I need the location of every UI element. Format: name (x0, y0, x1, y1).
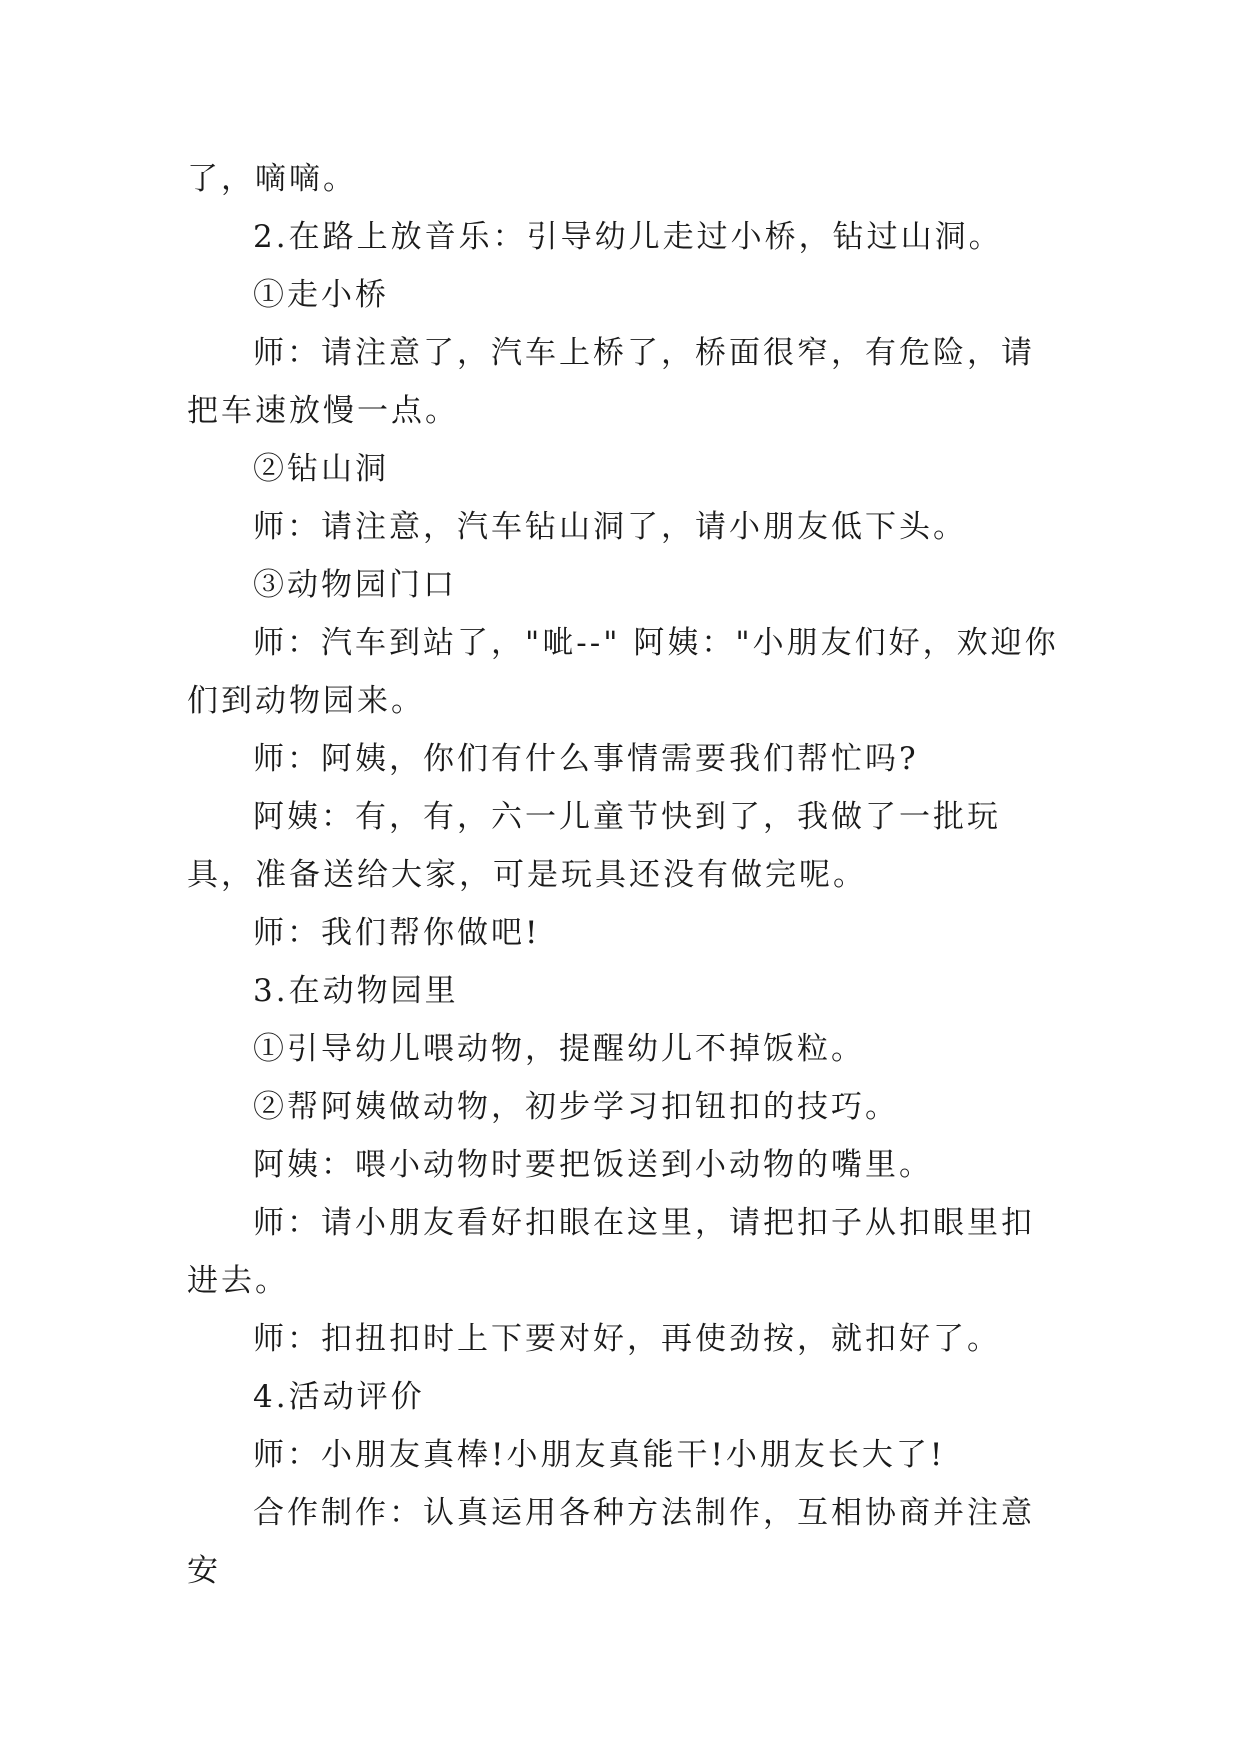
paragraph-cooperation: 合作制作：认真运用各种方法制作，互相协商并注意安 (187, 1495, 1035, 1589)
paragraph-substep-tunnel: ②钻山洞 (253, 451, 389, 487)
document-body (187, 150, 1067, 1600)
paragraph-teacher-ask: 师：阿姨，你们有什么事情需要我们帮忙吗? (253, 741, 919, 777)
paragraph-aunt-feed: 阿姨：喂小动物时要把饭送到小动物的嘴里。 (253, 1147, 933, 1183)
paragraph-step-2-heading: 2.在路上放音乐：引导幼儿走过小桥，钻过山洞。 (253, 219, 1003, 255)
paragraph-teacher-praise: 师：小朋友真棒!小朋友真能干!小朋友长大了! (253, 1437, 946, 1473)
paragraph-aunt-reply: 阿姨：有，有，六一儿童节快到了，我做了一批玩具，准备送给大家，可是玩具还没有做完呢。 (187, 799, 1001, 893)
paragraph-substep-feed: ①引导幼儿喂动物，提醒幼儿不掉饭粒。 (253, 1031, 865, 1067)
paragraph-teacher-buttonhole: 师：请小朋友看好扣眼在这里，请把扣子从扣眼里扣进去。 (187, 1205, 1035, 1299)
paragraph-substep-zoo-gate: ③动物园门口 (253, 567, 457, 603)
paragraph-step-3-heading: 3.在动物园里 (253, 973, 459, 1009)
paragraph-teacher-tunnel: 师：请注意，汽车钻山洞了，请小朋友低下头。 (253, 509, 967, 545)
paragraph-teacher-press: 师：扣扭扣时上下要对好，再使劲按，就扣好了。 (253, 1321, 1001, 1357)
paragraph-teacher-bridge: 师：请注意了，汽车上桥了，桥面很窄，有危险，请把车速放慢一点。 (187, 335, 1035, 429)
paragraph-step-4-heading: 4.活动评价 (253, 1379, 425, 1415)
paragraph-substep-buttons: ②帮阿姨做动物，初步学习扣钮扣的技巧。 (253, 1089, 899, 1125)
paragraph-substep-bridge: ①走小桥 (253, 277, 389, 313)
paragraph-teacher-help: 师：我们帮你做吧! (253, 915, 541, 951)
paragraph-teacher-arrival: 师：汽车到站了，"呲--" 阿姨："小朋友们好，欢迎你们到动物园来。 (187, 625, 1059, 719)
paragraph-continuation: 了，嘀嘀。 (187, 161, 357, 197)
